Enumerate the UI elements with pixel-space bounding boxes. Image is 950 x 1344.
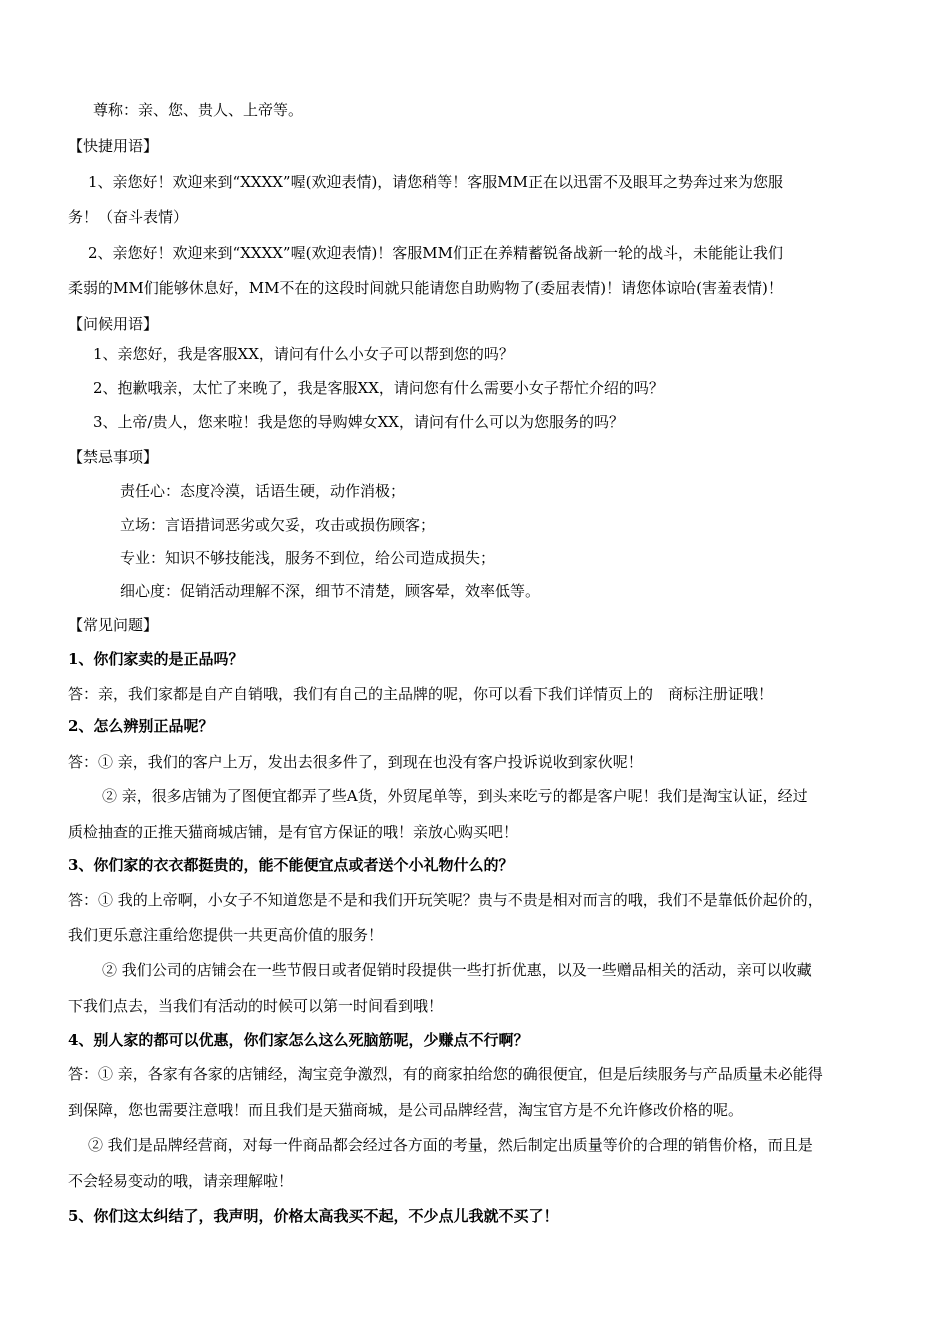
taboo-1: 责任心：态度冷漠，话语生硬，动作消极； xyxy=(120,482,406,500)
section-heading-greetings: 【问候用语】 xyxy=(68,315,159,333)
faq-answer-4-2-line2: 不会轻易变动的哦，请亲理解啦！ xyxy=(68,1172,294,1190)
quick-phrase-2-line1: 2、亲您好！欢迎来到“XXXX”喔(欢迎表情)！客服MM们正在养精蓄锐备战新一轮的战斗，未能能让我们 xyxy=(88,244,784,262)
faq-answer-2-2-line1: ② 亲，很多店铺为了图便宜都弄了些A货，外贸尾单等，到头来吃亏的都是客户呢！我们是淘宝认证，经过 xyxy=(102,787,808,805)
faq-answer-3-2-line2: 下我们点去，当我们有活动的时候可以第一时间看到哦！ xyxy=(68,997,444,1015)
taboo-2: 立场：言语措词恶劣或欠妥，攻击或损伤顾客； xyxy=(120,516,436,534)
section-heading-quick-phrases: 【快捷用语】 xyxy=(68,137,159,155)
faq-answer-1: 答：亲，我们家都是自产自销哦，我们有自己的主品牌的呢，你可以看下我们详情页上的 商标注册证哦！ xyxy=(68,685,774,703)
faq-question-3: 3、你们家的衣衣都挺贵的，能不能便宜点或者送个小礼物什么的？ xyxy=(68,856,514,874)
faq-answer-4-2-line1: ② 我们是品牌经营商，对每一件商品都会经过各方面的考量，然后制定出质量等价的合理的销售价格，而且是 xyxy=(88,1136,813,1154)
section-heading-faq: 【常见问题】 xyxy=(68,616,159,634)
faq-question-1: 1、你们家卖的是正品吗？ xyxy=(68,650,244,668)
section-heading-taboos: 【禁忌事项】 xyxy=(68,448,159,466)
faq-answer-3-2-line1: ② 我们公司的店铺会在一些节假日或者促销时段提供一些打折优惠，以及一些赠品相关的活动，亲可以收藏 xyxy=(102,961,812,979)
faq-answer-4-1-line1: 答：① 亲，各家有各家的店铺经，淘宝竞争激烈，有的商家拍给您的确很便宜，但是后续服务与产品质量未必能得 xyxy=(68,1065,823,1083)
taboo-4: 细心度：促销活动理解不深，细节不清楚，顾客晕，效率低等。 xyxy=(120,582,541,600)
faq-question-4: 4、别人家的都可以优惠，你们家怎么这么死脑筋呢，少赚点不行啊？ xyxy=(68,1031,529,1049)
faq-answer-3-1-line2: 我们更乐意注重给您提供一共更高价值的服务！ xyxy=(68,926,384,944)
faq-question-5: 5、你们这太纠结了，我声明，价格太高我买不起，不少点儿我就不买了！ xyxy=(68,1207,559,1225)
greeting-1: 1、亲您好，我是客服XX，请问有什么小女子可以帮到您的吗？ xyxy=(93,345,514,363)
taboo-3: 专业：知识不够技能浅，服务不到位，给公司造成损失； xyxy=(120,549,496,567)
faq-answer-4-1-line2: 到保障，您也需要注意哦！而且我们是天猫商城，是公司品牌经营，淘宝官方是不允许修改价格的呢。 xyxy=(68,1101,744,1119)
intro-text: 尊称：亲、您、贵人、上帝等。 xyxy=(93,101,304,119)
faq-answer-2-2-line2: 质检抽查的正推天猫商城店铺，是有官方保证的哦！亲放心购买吧！ xyxy=(68,823,519,841)
faq-question-2: 2、怎么辨别正品呢？ xyxy=(68,717,214,735)
faq-answer-2-1: 答：① 亲，我们的客户上万，发出去很多件了，到现在也没有客户投诉说收到家伙呢！ xyxy=(68,753,643,771)
quick-phrase-1-line1: 1、亲您好！欢迎来到“XXXX”喔(欢迎表情)，请您稍等！客服MM正在以迅雷不及眼耳之势奔过来为您服 xyxy=(88,173,784,191)
greeting-3: 3、上帝/贵人，您来啦！我是您的导购婢女XX，请问有什么可以为您服务的吗？ xyxy=(93,413,624,431)
greeting-2: 2、抱歉哦亲，太忙了来晚了，我是客服XX，请问您有什么需要小女子帮忙介绍的吗？ xyxy=(93,379,664,397)
quick-phrase-1-line2: 务！（奋斗表情） xyxy=(68,208,189,226)
faq-answer-3-1-line1: 答：① 我的上帝啊，小女子不知道您是不是和我们开玩笑呢？贵与不贵是相对而言的哦，我们不是靠低价起价的， xyxy=(68,891,823,909)
quick-phrase-2-line2: 柔弱的MM们能够休息好，MM不在的这段时间就只能请您自助购物了(委屈表情)！请您体谅哈(害羞表情)！ xyxy=(68,279,783,297)
